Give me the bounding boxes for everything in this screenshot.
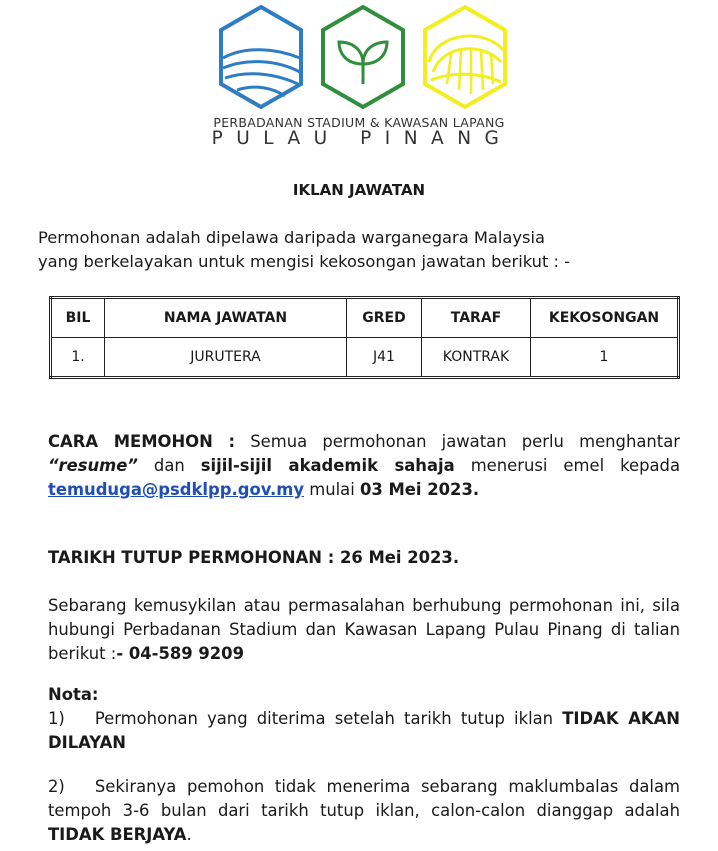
page-title: IKLAN JAWATAN (292, 181, 426, 199)
cara-text: Semua permohonan jawatan perlu menghantar (235, 432, 680, 451)
col-header-nama-jawatan: NAMA JAWATAN (105, 298, 347, 338)
organization-name-line2: PULAU PINANG (211, 128, 513, 149)
organization-name-line1: PERBADANAN STADIUM & KAWASAN LAPANG (213, 115, 505, 130)
col-header-taraf: TARAF (422, 298, 531, 338)
table-row (51, 338, 679, 378)
enquiry-text: Sebarang kemusykilan atau permasalahan berhubung permohonan ini, sila hubungi Perbadanan Stadium dan Kawasan Lapang Pulau Pinang di talian berikut : (48, 596, 680, 663)
cell-gred: J41 (347, 338, 422, 378)
nota-2-bold: TIDAK BERJAYA (48, 825, 187, 844)
sprout-icon (323, 7, 403, 107)
cell-nama-jawatan: JURUTERA (105, 338, 347, 378)
col-header-kekosongan: KEKOSONGAN (531, 298, 679, 338)
nota-1-number: 1) (48, 709, 65, 728)
table-header-row (51, 298, 679, 338)
start-date: 03 Mei 2023. (359, 480, 480, 499)
stadium-field-icon (221, 7, 301, 107)
closing-date: TARIKH TUTUP PERMOHONAN : 26 Mei 2023. (48, 548, 460, 567)
cell-taraf: KONTRAK (422, 338, 531, 378)
cell-kekosongan: 1 (531, 338, 679, 378)
vacancy-table (49, 296, 680, 379)
nota-title: Nota: (48, 685, 99, 704)
cell-bil: 1. (51, 338, 105, 378)
nota-2-end: . (186, 825, 192, 844)
intro-paragraph (38, 226, 668, 274)
nota-1-text: Permohonan yang diterima setelah tarikh tutup iklan (94, 709, 563, 728)
nota-item-2 (48, 775, 680, 847)
sijil-text: sijil-sijil akademik sahaja (200, 456, 455, 475)
resume-text: “resume” (48, 456, 138, 475)
nota-1-bold: TIDAK AKAN DILAYAN (48, 709, 680, 752)
enquiry-paragraph (48, 594, 680, 666)
nota-item-1 (48, 707, 680, 755)
col-header-bil: BIL (51, 298, 105, 338)
phone-number: - 04-589 9209 (116, 644, 244, 663)
intro-line-2: yang berkelayakan untuk mengisi kekosongan jawatan berikut : - (38, 252, 571, 271)
intro-line-1: Permohonan adalah dipelawa daripada warganegara Malaysia (38, 228, 545, 247)
cara-text-and: dan (137, 456, 201, 475)
col-header-gred: GRED (347, 298, 422, 338)
nota-2-text: Sekiranya pemohon tidak menerima sebarang maklumbalas dalam tempoh 3-6 bulan dari tarikh tutup iklan, calon-calon dianggap adalah (48, 777, 680, 820)
nota-2-number: 2) (48, 777, 65, 796)
email-link[interactable]: temuduga@psdklpp.gov.my (48, 480, 305, 499)
cara-memohon-label: CARA MEMOHON : (48, 432, 236, 451)
cara-memohon-paragraph (48, 430, 680, 502)
cara-text-from: mulai (304, 480, 360, 499)
cara-text-email-intro: menerusi emel kepada (454, 456, 680, 475)
stadium-dome-icon (425, 7, 505, 107)
organization-logo (215, 2, 511, 112)
